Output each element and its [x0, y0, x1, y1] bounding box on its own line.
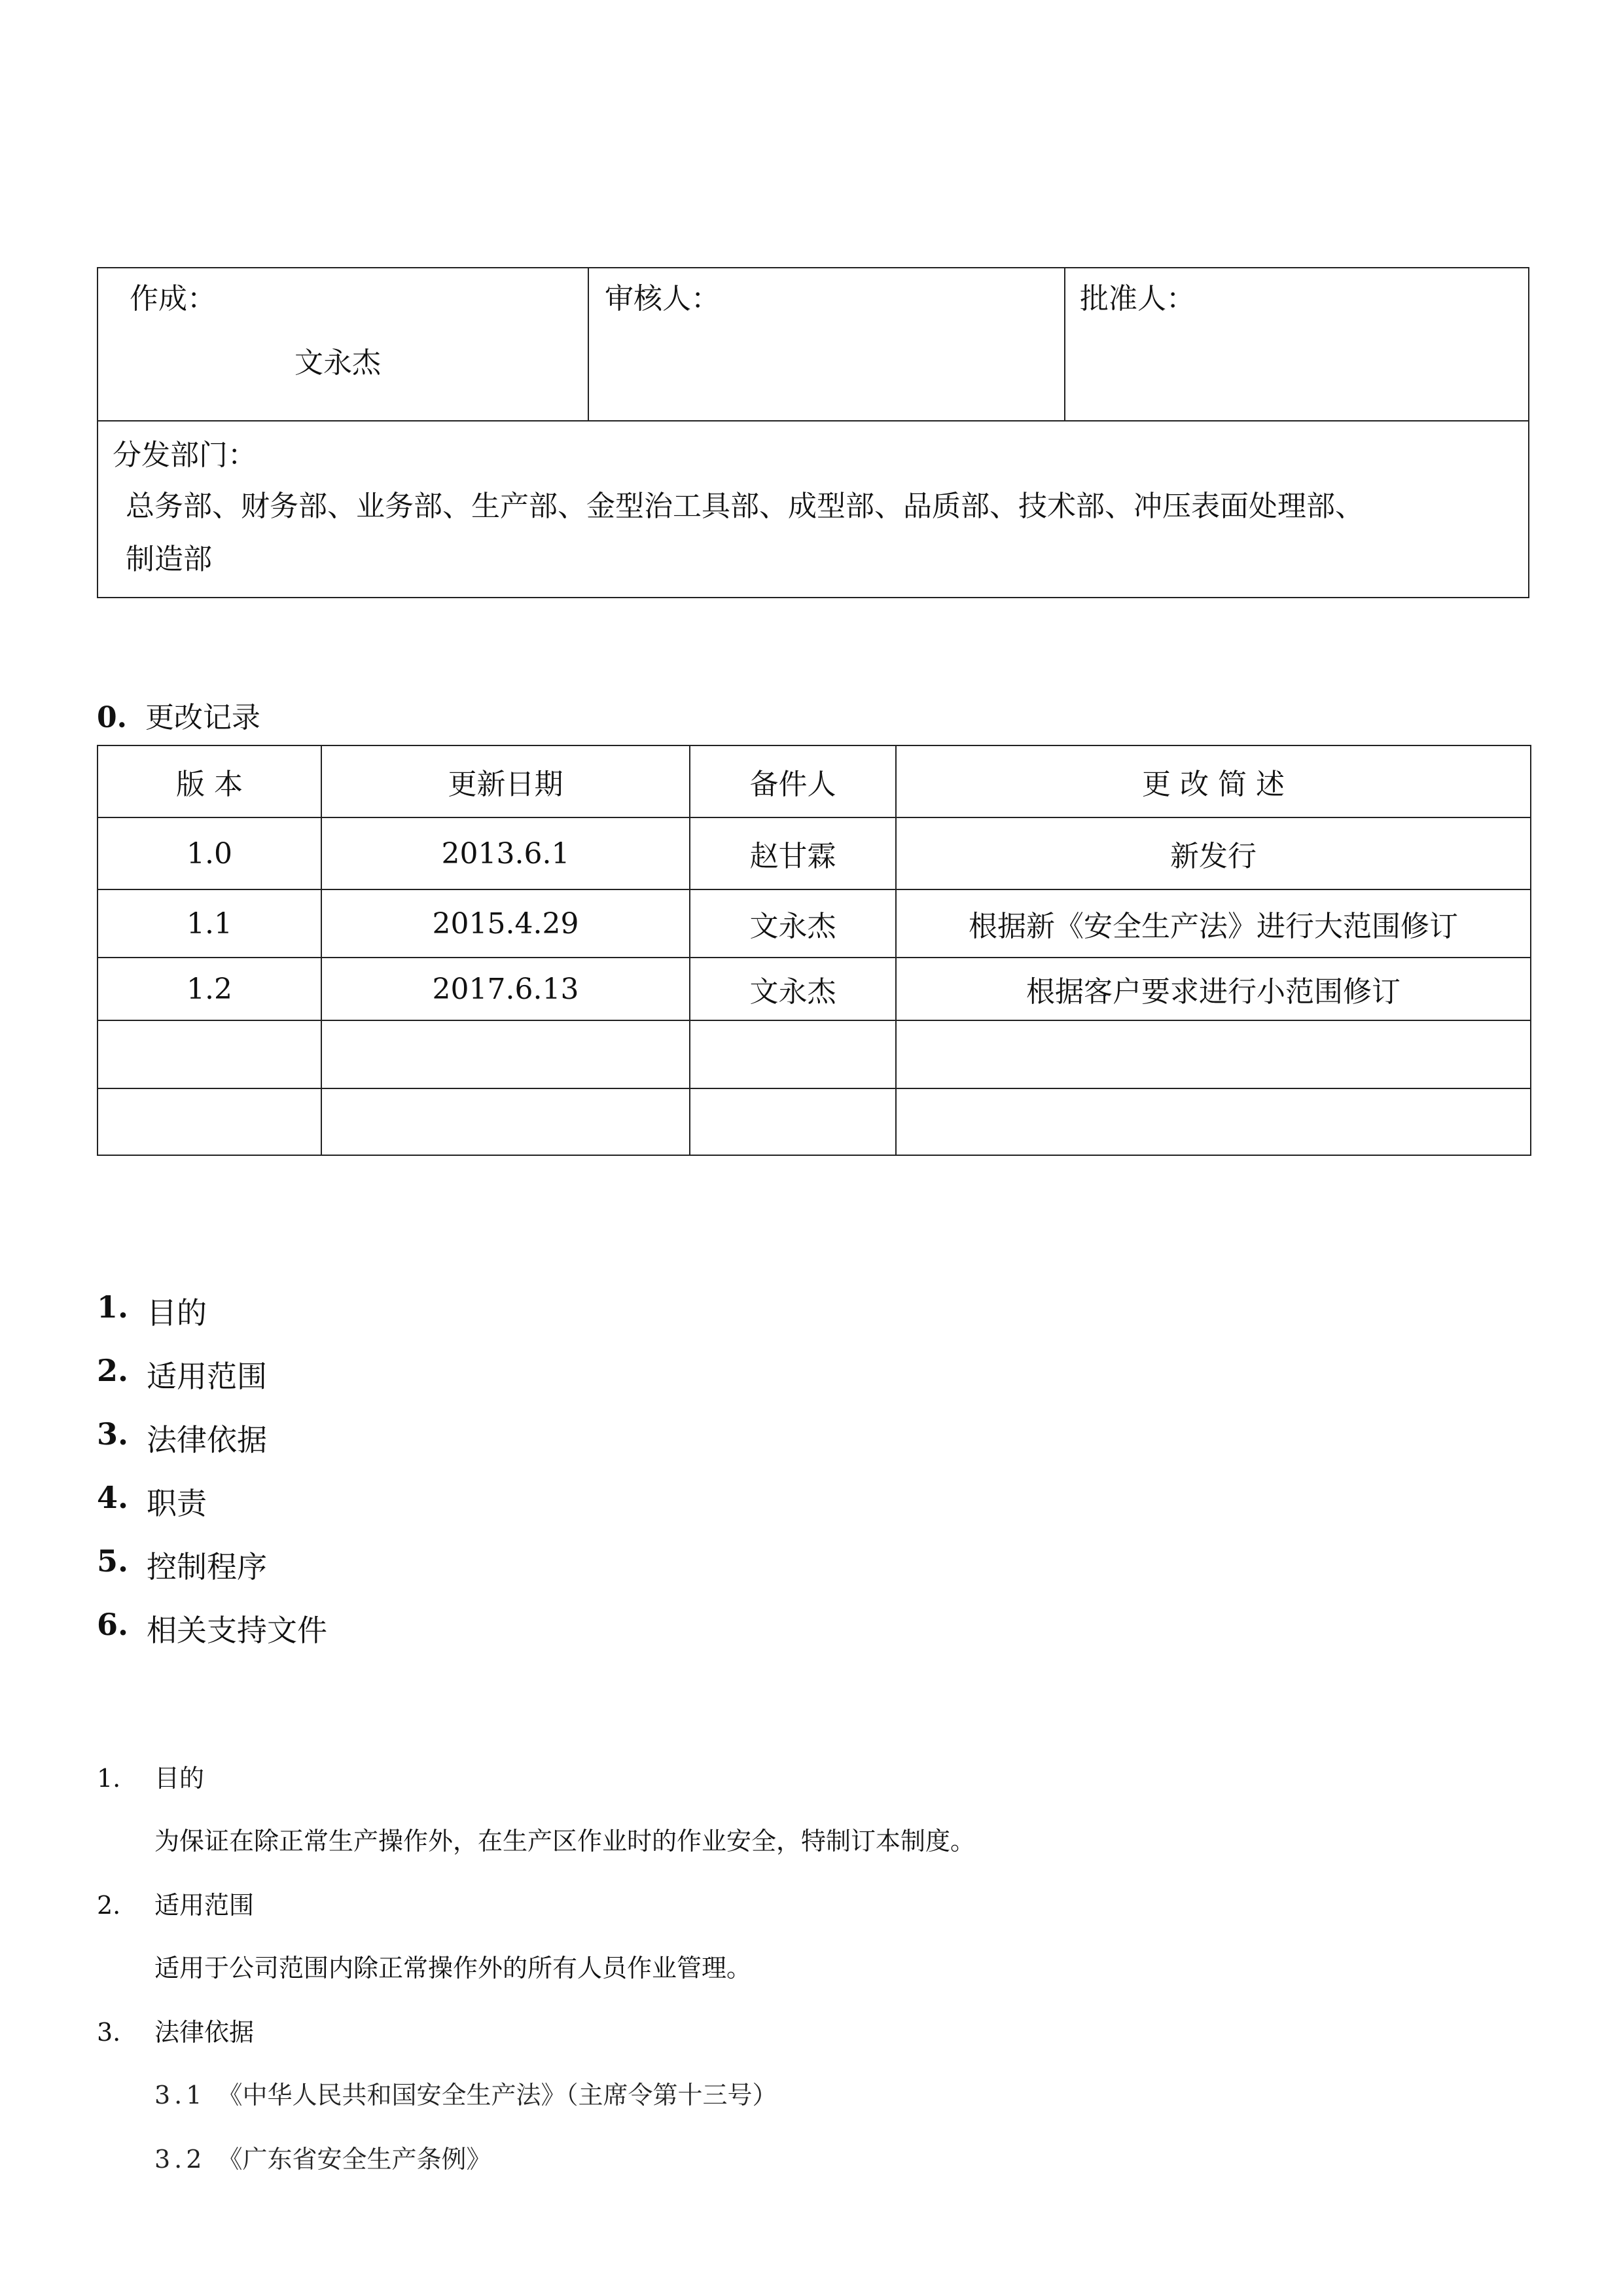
toc-item [97, 1416, 327, 1480]
section-title: 适用范围 [154, 1891, 255, 1920]
toc-title: 法律依据 [147, 1422, 267, 1458]
toc-number: 5. [97, 1543, 129, 1579]
departments-line-2: 制造部 [126, 543, 212, 576]
cell-editor: 赵甘霖 [690, 817, 896, 889]
cell-date: 2013.6.1 [321, 817, 690, 889]
reference-item [154, 2139, 491, 2175]
change-record-table [97, 745, 1531, 1156]
change-record-heading [97, 694, 260, 736]
cell-editor [690, 1088, 896, 1155]
distribution-label: 分发部门： [113, 439, 257, 472]
toc-number: 1. [97, 1289, 129, 1325]
cell-summary [896, 1088, 1531, 1155]
toc-item [97, 1607, 327, 1670]
section-1-text: 为保证在除正常生产操作外，在生产区作业时的作业安全，特制订本制度。 [154, 1827, 976, 1856]
header-editor: 备件人 [690, 745, 896, 817]
toc-number: 4. [97, 1480, 129, 1515]
cell-editor: 文永杰 [690, 958, 896, 1020]
header-date: 更新日期 [321, 745, 690, 817]
toc-title: 控制程序 [147, 1549, 267, 1585]
table-row [98, 889, 1531, 958]
toc-item [97, 1543, 327, 1607]
toc-item [97, 1289, 327, 1353]
reference-number: 3.2 [154, 2145, 206, 2174]
section-1-heading [97, 1758, 204, 1794]
toc-title: 相关支持文件 [147, 1613, 327, 1648]
cell-summary: 根据客户要求进行小范围修订 [896, 958, 1531, 1020]
cell-date [321, 1020, 690, 1088]
table-row [98, 1020, 1531, 1088]
cell-version: 1.1 [98, 889, 321, 958]
cell-version [98, 1088, 321, 1155]
reference-text: 《广东省安全生产条例》 [217, 2145, 491, 2174]
section-title: 目的 [154, 1764, 205, 1793]
cell-summary [896, 1020, 1531, 1088]
header-summary: 更 改 简 述 [896, 745, 1531, 817]
change-record-title: 更改记录 [145, 701, 260, 734]
cell-version: 1.0 [98, 817, 321, 889]
table-row [98, 817, 1531, 889]
reviewer-cell [588, 268, 1065, 421]
table-of-contents [97, 1289, 327, 1670]
departments-line-1: 总务部、财务部、业务部、生产部、金型治工具部、成型部、品质部、技术部、冲压表面处理部、 [126, 490, 1364, 523]
cell-date: 2015.4.29 [321, 889, 690, 958]
author-label: 作成： [130, 282, 216, 315]
cell-editor: 文永杰 [690, 889, 896, 958]
reviewer-label: 审核人： [605, 282, 720, 315]
change-record-number: 0. [97, 701, 127, 734]
table-header-row [98, 745, 1531, 817]
toc-number: 2. [97, 1353, 129, 1388]
section-number: 2. [97, 1891, 121, 1920]
cell-version: 1.2 [98, 958, 321, 1020]
toc-title: 适用范围 [147, 1359, 267, 1394]
approver-cell [1065, 268, 1529, 421]
author-cell [98, 268, 588, 421]
distribution-cell [98, 421, 1529, 598]
header-version: 版 本 [98, 745, 321, 817]
section-title: 法律依据 [154, 2018, 255, 2047]
cell-summary: 根据新《安全生产法》进行大范围修订 [896, 889, 1531, 958]
cell-version [98, 1020, 321, 1088]
section-number: 1. [97, 1764, 121, 1793]
section-3-heading [97, 2012, 254, 2048]
toc-title: 目的 [147, 1295, 207, 1331]
approval-table [97, 267, 1529, 598]
reference-text: 《中华人民共和国安全生产法》（主席令第十三号） [217, 2081, 777, 2109]
cell-summary: 新发行 [896, 817, 1531, 889]
table-row [98, 958, 1531, 1020]
reference-item [154, 2075, 777, 2111]
section-number: 3. [97, 2018, 121, 2047]
toc-title: 职责 [147, 1486, 207, 1521]
section-2-heading [97, 1885, 254, 1921]
cell-editor [690, 1020, 896, 1088]
toc-number: 6. [97, 1607, 129, 1642]
approver-label: 批准人： [1080, 282, 1195, 315]
cell-date: 2017.6.13 [321, 958, 690, 1020]
section-2-text: 适用于公司范围内除正常操作外的所有人员作业管理。 [154, 1954, 752, 1982]
toc-item [97, 1480, 327, 1543]
toc-item [97, 1353, 327, 1416]
cell-date [321, 1088, 690, 1155]
reference-number: 3.1 [154, 2081, 206, 2109]
table-row [98, 1088, 1531, 1155]
toc-number: 3. [97, 1416, 129, 1452]
author-name: 文永杰 [294, 346, 381, 380]
